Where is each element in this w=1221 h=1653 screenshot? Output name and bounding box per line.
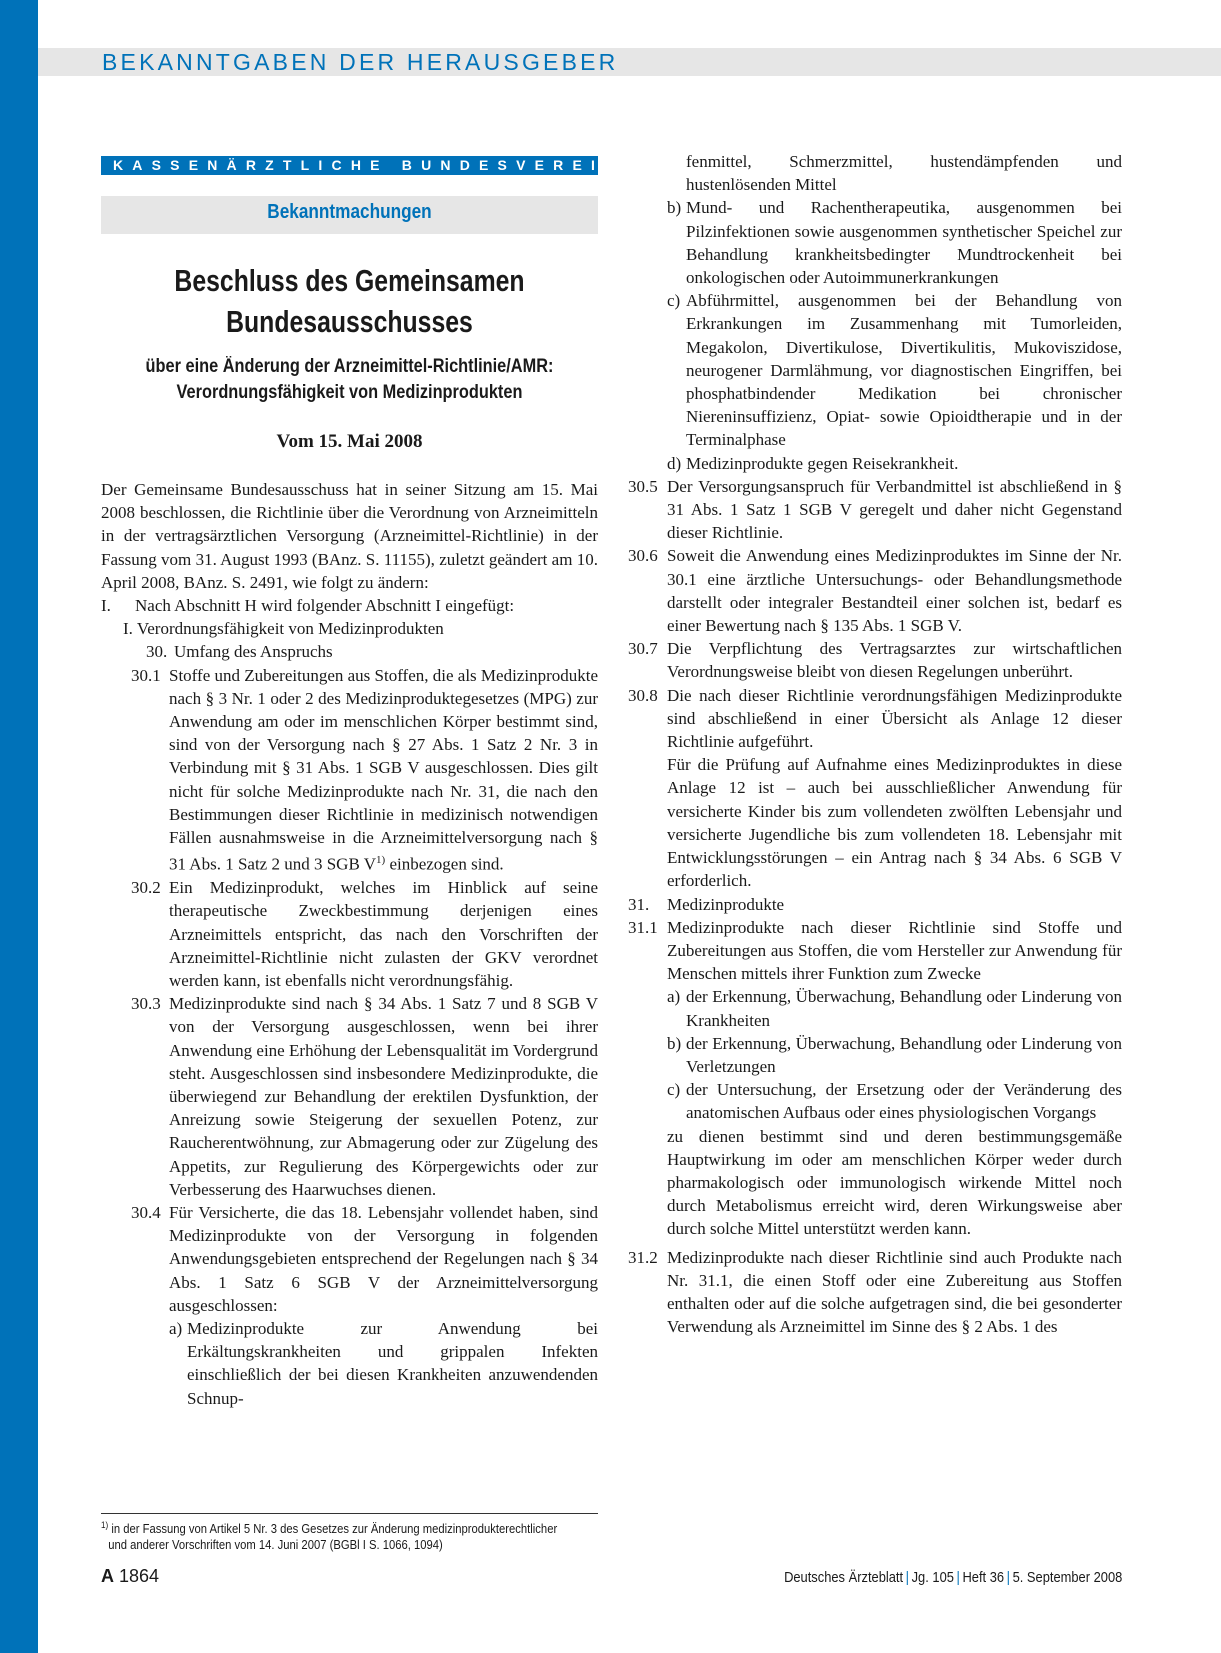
clause-text: Die Verpflichtung des Vertragsarztes zur wirtschaftlichen Verordnungsweise bleibt von diesen Regelungen unberührt.: [667, 639, 1122, 682]
clause-text: Medizinprodukte sind nach § 34 Abs. 1 Satz 7 und 8 SGB V von der Versorgung ausgeschlossen, wenn bei ihrer Anwendung eine Erhöhung der Lebensqualität im Vordergrund steht. Ausgeschlossen sind insbesondere Medizinprodukte, die überwiegend zur Behandlung der erektilen Dysfunktion, der Anreizung sowie Steigerung der sexuellen Potenz, zur Raucherentwöhnung, zur Abmagerung oder zur Zügelung des Appetits, zur Regulierung des Körpergewichts oder zur Verbesserung des Haarwuchses dienen.: [169, 994, 598, 1199]
clause-number: 31.2: [628, 1247, 658, 1267]
clause-text: Medizinprodukte nach dieser Richtlinie sind auch Produkte nach Nr. 31.1, die einen Stoff oder eine Zubereitung aus Stoffen enthalten oder auf die solche aufgetragen sind, die bei gesonderter Verwendung als Arzneimittel im Sinne des § 2 Abs. 1 des: [667, 1247, 1122, 1337]
item-number: I.: [101, 596, 111, 616]
clause-text: Medizinprodukte zur Anwendung bei Erkältungskrankheiten und grippalen Infekten einschließlich der bei diesen Krankheiten anzuwendenden Schnup-: [187, 1318, 598, 1408]
clause-text: der Untersuchung, der Ersetzung oder der Veränderung des anatomischen Aufbaus oder eines physiologischen Vorgangs: [686, 1080, 1122, 1123]
separator: |: [1006, 1569, 1010, 1586]
clause-30-4-a-continued: fenmittel, Schmerzmittel, hustendämpfenden und hustenlösenden Mittel: [686, 152, 1122, 195]
clause-text: Medizinprodukte gegen Reisekrankheit.: [686, 453, 959, 473]
section-heading: I. Verordnungsfähigkeit von Medizinprodukten: [123, 619, 444, 639]
clause-number: 30.1: [131, 665, 161, 685]
clause-30-5: [628, 475, 1122, 545]
section-header: BEKANNTGABEN DER HERAUSGEBER: [102, 49, 619, 75]
clause-30-4-d: [657, 452, 1122, 475]
footnote-text-1: in der Fassung von Artikel 5 Nr. 3 des Gesetzes zur Änderung medizinprodukterechtlicher: [108, 1522, 558, 1537]
clause-letter: a): [169, 1318, 183, 1338]
clause-text: Ein Medizinprodukt, welches im Hinblick auf seine therapeutische Zweckbestimmung derjenigen eines Arzneimittels entspricht, das nach den Vorschriften der Arzneimittel-Richtlinie nicht zulasten der GKV verordnet werden kann, ist ebenfalls nicht verordnungsfähig.: [169, 878, 598, 990]
clause-31-1-c: [657, 1078, 1122, 1124]
journal-info: [784, 1569, 1122, 1586]
footnote-mark: 1): [101, 1520, 109, 1530]
clause-letter: d): [667, 453, 682, 473]
clause-text: [169, 664, 598, 876]
clause-30-6: [628, 544, 1122, 637]
clause-text: Umfang des Anspruchs: [174, 642, 333, 662]
clause-30-3: [101, 992, 598, 1201]
clause-30-7: [628, 637, 1122, 683]
clause-31: [628, 893, 1122, 916]
clause-number: 30.5: [628, 476, 658, 496]
decision-date: Vom 15. Mai 2008: [276, 431, 423, 452]
clause-text: Für Versicherte, die das 18. Lebensjahr vollendet haben, sind Medizinprodukte von der Versorgung in folgenden Anwendungsgebieten entsprechend der Regelungen nach § 34 Abs. 1 Satz 6 SGB V der Arzneimittelversorgung ausgeschlossen:: [169, 1202, 598, 1315]
journal-date: 5. September 2008: [1012, 1569, 1122, 1586]
clause-number: 30.8: [628, 685, 658, 705]
clause-number: 30.4: [131, 1202, 161, 1222]
subtitle-line-1: über eine Änderung der Arzneimittel-Richtlinie/AMR:: [145, 356, 554, 377]
article-subtitle: [136, 354, 563, 406]
clause-number: 30.3: [131, 994, 161, 1014]
clause-letter: c): [667, 1080, 681, 1100]
clause-number: 30.6: [628, 546, 658, 566]
left-accent-bar: [0, 0, 38, 1653]
clause-number: 30.: [146, 642, 168, 662]
clause-31-2: [628, 1246, 1122, 1339]
clause-30-4-b: [657, 196, 1122, 289]
clause-text: Abführmittel, ausgenommen bei der Behandlung von Erkrankungen im Zusammenhang mit Tumorleiden, Megakolon, Divertikulose, Divertikulitis, Mukoviszidose, neurogener Darmlähmung, vor diagnostischen Eingriffen, bei phosphatbindender Medikation bei chronischer Niereninsuffizienz, Opiat- sowie Opioidtherapie und in der Terminalphase: [686, 291, 1122, 450]
item-text: Nach Abschnitt H wird folgender Abschnitt I eingefügt:: [135, 596, 515, 616]
clause-30-4-a: [101, 1317, 598, 1410]
footnote-reference: 1): [376, 854, 386, 867]
clause-letter: c): [667, 291, 681, 311]
separator: |: [956, 1569, 960, 1586]
page-value: 1864: [119, 1566, 160, 1586]
clause-number: 30.2: [131, 878, 161, 898]
category-label: Bekanntmachungen: [267, 201, 432, 223]
clause-30-2: [101, 876, 598, 992]
kicker-org: KASSENÄRZTLICHE BUNDESVEREINIGUNG: [113, 157, 716, 173]
clause-letter: b): [667, 198, 682, 218]
clause-text: Medizinprodukte nach dieser Richtlinie sind Stoffe und Zubereitungen aus Stoffen, die vom Hersteller zur Anwendung für Menschen mittels ihrer Funktion zum Zwecke: [667, 917, 1122, 984]
clause-text: Medizinprodukte: [667, 894, 785, 914]
clause-31-1-b: [657, 1032, 1122, 1078]
clause-31-1-tail: zu dienen bestimmt sind und deren bestimmungsgemäße Hauptwirkung im oder am menschlichen Körper weder durch pharmakologisch oder immunologisch wirkende Mittel noch durch Metabolismus erreicht wird, deren Wirkungsweise aber durch solche Mittel unterstützt werden kann.: [667, 1126, 1122, 1239]
clause-text-end: einbezogen sind.: [385, 854, 504, 874]
clause-text: der Erkennung, Überwachung, Behandlung oder Linderung von Verletzungen: [686, 1033, 1122, 1076]
intro-paragraph: Der Gemeinsame Bundesausschuss hat in seiner Sitzung am 15. Mai 2008 beschlossen, die Richtlinie über die Verordnung von Arzneimitteln in der vertragsärztlichen Versorgung (Arzneimittel-Richtlinie) in der Fassung vom 31. August 1993 (BAnz. S. 11155), zuletzt geändert am 10. April 2008, BAnz. S. 2491, wie folgt zu ändern:: [101, 480, 598, 592]
clause-text-part-1: Die nach dieser Richtlinie verordnungsfähigen Medizinprodukte sind abschließend in einer Übersicht als Anlage 12 dieser Richtlinie aufgeführt.: [667, 685, 1122, 752]
clause-text-main: Stoffe und Zubereitungen aus Stoffen, die als Medizinprodukte nach § 3 Nr. 1 oder 2 des Medizinproduktegesetzes (MPG) zur Anwendung am oder im menschlichen Körper bestimmt sind, sind von der Versorgung nach § 27 Abs. 1 Satz 2 Nr. 3 in Verbindung mit § 31 Abs. 1 SGB V ausgeschlossen. Dies gilt nicht für solche Medizinprodukte nach Nr. 31, die nach den Bestimmungen dieser Richtlinie in medizinisch notwendigen Fällen ausnahmsweise in die Arzneimittelversorgung nach § 31 Abs. 1 Satz 2 und 3 SGB V: [169, 665, 599, 874]
footnote-line-1: [101, 1517, 558, 1537]
clause-number: 31.: [628, 894, 650, 914]
title-line-1: Beschluss des Gemeinsamen: [174, 263, 525, 298]
clause-letter: b): [667, 1033, 682, 1053]
page-prefix: A: [101, 1566, 114, 1586]
clause-text: [667, 684, 1122, 893]
clause-30-4-c: [657, 289, 1122, 451]
clause-31-1: [628, 916, 1122, 986]
clause-number: 31.1: [628, 917, 658, 937]
journal-issue: Heft 36: [962, 1569, 1004, 1586]
journal-name: Deutsches Ärzteblatt: [783, 1569, 903, 1586]
clause-letter: a): [667, 987, 681, 1007]
clause-31-1-a: [657, 985, 1122, 1031]
clause-30-8: [628, 684, 1122, 893]
separator: |: [905, 1569, 909, 1586]
clause-30: [101, 640, 598, 663]
item-i: [101, 594, 598, 617]
subtitle-line-2: Verordnungsfähigkeit von Medizinprodukten: [176, 382, 523, 403]
left-column: [101, 478, 598, 1410]
clause-text: der Erkennung, Überwachung, Behandlung oder Linderung von Krankheiten: [686, 987, 1122, 1030]
clause-number: 30.7: [628, 639, 658, 659]
clause-30-1: [101, 664, 598, 876]
clause-30-4: [101, 1201, 598, 1317]
footnote: [101, 1517, 558, 1553]
clause-text: Der Versorgungsanspruch für Verbandmittel ist abschließend in § 31 Abs. 1 Satz 1 SGB V geregelt und daher nicht Gegenstand dieser Richtlinie.: [667, 476, 1122, 543]
right-column: [628, 150, 1122, 1338]
clause-text-part-2: Für die Prüfung auf Aufnahme eines Medizinproduktes in diese Anlage 12 ist – auch bei ausschließlicher Anwendung für versicherte Kinder bis zum vollendeten zwölften Lebensjahr und versicherte Jugendliche bis zum vollendeten 18. Lebensjahr mit Entwicklungsstörungen – ein Antrag nach § 34 Abs. 6 SGB V erforderlich.: [667, 755, 1122, 891]
footnote-line-2: und anderer Vorschriften vom 14. Juni 2007 (BGBl I S. 1066, 1094): [108, 1538, 443, 1553]
footnote-divider: [101, 1513, 598, 1514]
clause-text: Soweit die Anwendung eines Medizinproduktes im Sinne der Nr. 30.1 eine ärztliche Untersuchungs- oder Behandlungsmethode darstellt oder integraler Bestandteil einer solchen ist, bedarf es einer Bewertung nach § 135 Abs. 1 SGB V.: [667, 546, 1122, 636]
journal-volume: Jg. 105: [911, 1569, 954, 1586]
article-title: [151, 260, 549, 342]
title-line-2: Bundesausschusses: [226, 304, 473, 339]
page-number: [101, 1566, 159, 1587]
clause-text: Mund- und Rachentherapeutika, ausgenommen bei Pilzinfektionen sowie ausgenommen synthetischer Speichel zur Behandlung krankheitsbedingter Mundtrockenheit bei onkologischen oder Autoimmunerkrankungen: [686, 198, 1122, 288]
